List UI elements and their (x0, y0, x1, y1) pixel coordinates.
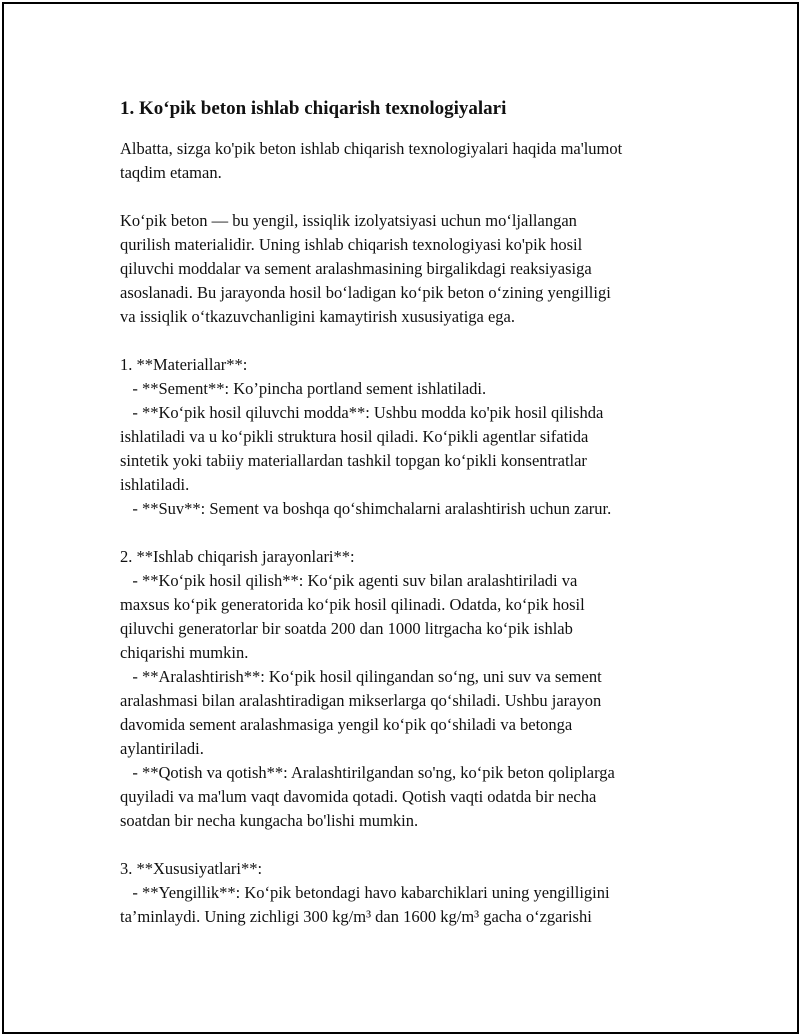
text-line: Albatta, sizga ko'pik beton ishlab chiqarish texnologiyalari haqida ma'lumot (120, 139, 623, 158)
text-line: chiqarishi mumkin. (120, 643, 249, 662)
text-line: va issiqlik o‘tkazuvchanligini kamaytirish xususiyatiga ega. (120, 307, 516, 326)
text-line: sintetik yoki tabiiy materiallardan tashkil topgan ko‘pikli konsentratlar (120, 451, 587, 470)
text-line: aylantiriladi. (120, 739, 204, 758)
text-line: asoslanadi. Bu jarayonda hosil bo‘ladigan ko‘pik beton o‘zining yengilligi (120, 283, 611, 302)
text-line: 3. **Xususiyatlari**: (120, 859, 263, 878)
page-frame (2, 2, 799, 1034)
text-line: - **Yengillik**: Ko‘pik betondagi havo kabarchiklari uning yengilligini (120, 883, 610, 902)
text-line: - **Qotish va qotish**: Aralashtirilgandan so'ng, ko‘pik beton qoliplarga (120, 763, 615, 782)
text-line: qiluvchi generatorlar bir soatda 200 dan 1000 litrgacha ko‘pik ishlab (120, 619, 573, 638)
text-line: 1. **Materiallar**: (120, 355, 248, 374)
text-line: Ko‘pik beton — bu yengil, issiqlik izolyatsiyasi uchun mo‘ljallangan (120, 211, 577, 230)
text-line: - **Ko‘pik hosil qilish**: Ko‘pik agenti suv bilan aralashtiriladi va (120, 571, 578, 590)
text-line: maxsus ko‘pik generatorida ko‘pik hosil qilinadi. Odatda, ko‘pik hosil (120, 595, 585, 614)
text-line: qiluvchi moddalar va sement aralashmasining birgalikdagi reaksiyasiga (120, 259, 592, 278)
text-line: 2. **Ishlab chiqarish jarayonlari**: (120, 547, 355, 566)
text-line: qurilish materialidir. Uning ishlab chiqarish texnologiyasi ko'pik hosil (120, 235, 583, 254)
text-line: soatdan bir necha kungacha bo'lishi mumkin. (120, 811, 419, 830)
text-line: - **Aralashtirish**: Ko‘pik hosil qilingandan so‘ng, uni suv va sement (120, 667, 602, 686)
text-line: davomida sement aralashmasiga yengil ko‘pik qo‘shiladi va betonga (120, 715, 573, 734)
text-line: - **Ko‘pik hosil qiluvchi modda**: Ushbu modda ko'pik hosil qilishda (120, 403, 604, 422)
blank-line (120, 833, 700, 857)
document-body (120, 97, 700, 929)
text-line: taqdim etaman. (120, 163, 222, 182)
text-line: quyiladi va ma'lum vaqt davomida qotadi. Qotish vaqti odatda bir necha (120, 787, 597, 806)
blank-line (120, 185, 700, 209)
text-line: ishlatiladi. (120, 475, 190, 494)
text-line: - **Suv**: Sement va boshqa qo‘shimchalarni aralashtirish uchun zarur. (120, 499, 612, 518)
blank-line (120, 521, 700, 545)
document-heading: 1. Ko‘pik beton ishlab chiqarish texnologiyalari (120, 98, 507, 119)
text-line: ishlatiladi va u ko‘pikli struktura hosil qiladi. Ko‘pikli agentlar sifatida (120, 427, 589, 446)
text-line: - **Sement**: Ko’pincha portland sement ishlatiladi. (120, 379, 487, 398)
blank-line (120, 329, 700, 353)
text-line: aralashmasi bilan aralashtiradigan mikserlarga qo‘shiladi. Ushbu jarayon (120, 691, 602, 710)
text-lines (120, 137, 700, 929)
text-line: ta’minlaydi. Uning zichligi 300 kg/m³ dan 1600 kg/m³ gacha o‘zgarishi (120, 907, 592, 926)
